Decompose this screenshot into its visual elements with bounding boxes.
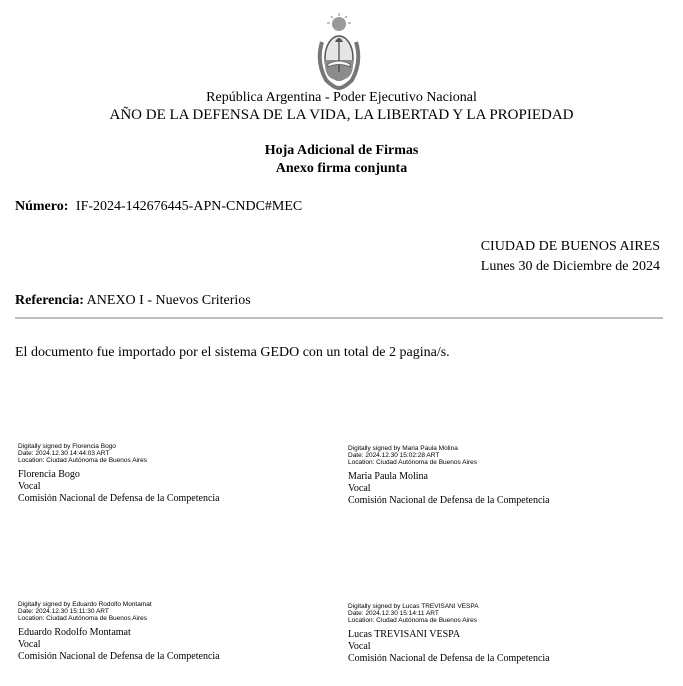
- city: CIUDAD DE BUENOS AIRES: [480, 239, 660, 254]
- signature-block: [348, 603, 648, 665]
- date: Lunes 30 de Diciembre de 2024: [480, 259, 660, 274]
- document-number-value: IF-2024-142676445-APN-CNDC#MEC: [75, 199, 303, 214]
- signer-role: Vocal: [18, 481, 41, 492]
- signer-organization: Comisión Nacional de Defensa de la Competencia: [348, 653, 550, 664]
- document-subtitle: Anexo firma conjunta: [275, 161, 408, 176]
- body-text: El documento fue importado por el sistema GEDO con un total de 2 pagina/s.: [15, 345, 450, 360]
- reference: [15, 293, 251, 309]
- digital-signature-date: Date: 2024.12.30 15:14:11 ART: [348, 610, 439, 617]
- signer-role: Vocal: [348, 483, 371, 494]
- digital-signature-date: Date: 2024.12.30 14:44:03 ART: [18, 450, 110, 457]
- document-title: Hoja Adicional de Firmas: [264, 143, 419, 158]
- coat-of-arms-seal: [314, 12, 364, 90]
- signer-name: Florencia Bogo: [18, 469, 80, 480]
- signature-block: [348, 445, 648, 507]
- header-line-2: AÑO DE LA DEFENSA DE LA VIDA, LA LIBERTAD Y LA PROPIEDAD: [109, 107, 574, 123]
- divider: [15, 317, 663, 319]
- digital-signature-line: Digitally signed by Florencia Bogo: [18, 443, 116, 450]
- digital-signature-location: Location: Ciudad Autónoma de Buenos Aires: [18, 615, 148, 622]
- digital-signature-date: Date: 2024.12.30 15:11:30 ART: [18, 608, 109, 615]
- digital-signature-line: Digitally signed by Lucas TREVISANI VESPA: [348, 603, 479, 610]
- signer-role: Vocal: [348, 641, 371, 652]
- signer-organization: Comisión Nacional de Defensa de la Competencia: [18, 493, 220, 504]
- place-and-date: [481, 237, 660, 277]
- document-number-label: Número:: [15, 199, 69, 214]
- signer-name: Eduardo Rodolfo Montamat: [18, 627, 131, 638]
- reference-value: ANEXO I - Nuevos Criterios: [86, 293, 251, 308]
- digital-signature-location: Location: Ciudad Autónoma de Buenos Aires: [348, 459, 478, 466]
- digital-signature-location: Location: Ciudad Autónoma de Buenos Aires: [348, 617, 478, 624]
- document-number: [15, 199, 302, 215]
- digital-signature-line: Digitally signed by Eduardo Rodolfo Montamat: [18, 601, 152, 608]
- signature-block: [18, 443, 318, 505]
- signature-block: [18, 601, 318, 663]
- digital-signature-location: Location: Ciudad Autónoma de Buenos Aires: [18, 457, 148, 464]
- digital-signature-line: Digitally signed by Maria Paula Molina: [348, 445, 458, 452]
- signer-name: Lucas TREVISANI VESPA: [348, 629, 461, 640]
- header-line-1: República Argentina - Poder Ejecutivo Nacional: [206, 90, 477, 105]
- reference-label: Referencia:: [15, 293, 84, 308]
- signer-organization: Comisión Nacional de Defensa de la Competencia: [18, 651, 220, 662]
- digital-signature-date: Date: 2024.12.30 15:02:28 ART: [348, 452, 440, 459]
- signer-role: Vocal: [18, 639, 41, 650]
- signer-organization: Comisión Nacional de Defensa de la Competencia: [348, 495, 550, 506]
- signer-name: Maria Paula Molina: [348, 471, 428, 482]
